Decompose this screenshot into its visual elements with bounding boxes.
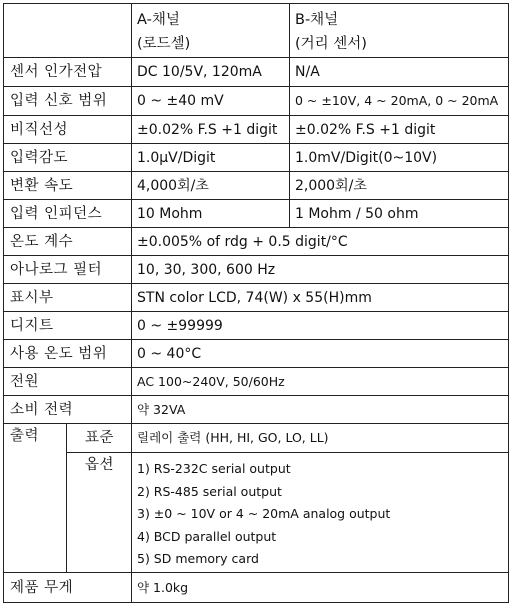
table-row-temp-coefficient xyxy=(4,228,509,256)
row-label: 아나로그 필터 xyxy=(4,256,132,284)
row-label: 변환 속도 xyxy=(4,172,132,200)
output-option-label: 옵션 xyxy=(67,453,132,573)
row-value: 0 ~ ±99999 xyxy=(132,312,509,340)
table-row-power-consumption xyxy=(4,396,509,424)
channel-b-value: 0 ~ ±10V, 4 ~ 20mA, 0 ~ 20mA xyxy=(290,87,509,116)
row-value: 0 ~ 40°C xyxy=(132,340,509,368)
row-label: 입력감도 xyxy=(4,144,132,172)
channel-b-title: B-채널 xyxy=(295,12,339,28)
channel-b-header xyxy=(290,4,509,58)
channel-a-value: 4,000회/초 xyxy=(132,172,290,200)
row-label: 센서 인가전압 xyxy=(4,58,132,87)
table-row-display xyxy=(4,284,509,312)
row-label: 디지트 xyxy=(4,312,132,340)
table-row-digits xyxy=(4,312,509,340)
row-label: 제품 무게 xyxy=(4,573,132,603)
list-item: 1) RS-232C serial output xyxy=(137,461,291,476)
table-row-operating-temp xyxy=(4,340,509,368)
row-label: 입력 신호 범위 xyxy=(4,87,132,116)
row-label: 온도 계수 xyxy=(4,228,132,256)
table-row-sensor-voltage xyxy=(4,58,509,87)
table-row-input-range xyxy=(4,87,509,116)
channel-a-value: ±0.02% F.S +1 digit xyxy=(132,116,290,144)
channel-b-value: N/A xyxy=(290,58,509,87)
row-label: 전원 xyxy=(4,368,132,396)
channel-a-subtitle: (로드셀) xyxy=(137,36,191,52)
spec-table xyxy=(3,3,509,603)
row-label: 사용 온도 범위 xyxy=(4,340,132,368)
row-label: 표시부 xyxy=(4,284,132,312)
channel-b-value: ±0.02% F.S +1 digit xyxy=(290,116,509,144)
header-row xyxy=(4,4,509,58)
table-row-impedance xyxy=(4,200,509,228)
output-standard-label: 표준 xyxy=(67,424,132,453)
output-standard-value: 릴레이 출력 (HH, HI, GO, LO, LL) xyxy=(132,424,509,453)
channel-b-value: 1 Mohm / 50 ohm xyxy=(290,200,509,228)
list-item: 2) RS-485 serial output xyxy=(137,483,282,499)
table-row-weight xyxy=(4,573,509,603)
table-row-output-standard xyxy=(4,424,509,453)
channel-b-value: 2,000회/초 xyxy=(290,172,509,200)
row-value: 약 1.0kg xyxy=(132,573,509,603)
row-label: 입력 인피던스 xyxy=(4,200,132,228)
channel-a-header xyxy=(132,4,290,58)
table-row-analog-filter xyxy=(4,256,509,284)
list-item: 4) BCD parallel output xyxy=(137,528,277,544)
channel-a-value: 10 Mohm xyxy=(132,200,290,228)
table-row-conversion-rate xyxy=(4,172,509,200)
row-value: STN color LCD, 74(W) x 55(H)mm xyxy=(132,284,509,312)
output-label: 출력 xyxy=(4,424,67,573)
channel-a-value: 1.0μV/Digit xyxy=(132,144,290,172)
row-value: 약 32VA xyxy=(132,396,509,424)
row-label: 비직선성 xyxy=(4,116,132,144)
row-value: AC 100~240V, 50/60Hz xyxy=(132,368,509,396)
channel-a-value: 0 ~ ±40 mV xyxy=(132,87,290,116)
row-label: 소비 전력 xyxy=(4,396,132,424)
channel-b-value: 1.0mV/Digit(0~10V) xyxy=(290,144,509,172)
table-row-power xyxy=(4,368,509,396)
channel-b-subtitle: (거리 센서) xyxy=(295,36,367,52)
channel-a-title: A-채널 xyxy=(137,12,180,28)
row-value: ±0.005% of rdg + 0.5 digit/°C xyxy=(132,228,509,256)
table-row-sensitivity xyxy=(4,144,509,172)
list-item: 3) ±0 ~ 10V or 4 ~ 20mA analog output xyxy=(137,506,391,521)
header-empty-cell xyxy=(4,4,132,58)
table-row-output-options xyxy=(4,453,509,573)
row-value: 10, 30, 300, 600 Hz xyxy=(132,256,509,284)
output-options-list xyxy=(132,453,509,573)
channel-a-value: DC 10/5V, 120mA xyxy=(132,58,290,87)
list-item: 5) SD memory card xyxy=(137,551,259,566)
table-row-nonlinearity xyxy=(4,116,509,144)
